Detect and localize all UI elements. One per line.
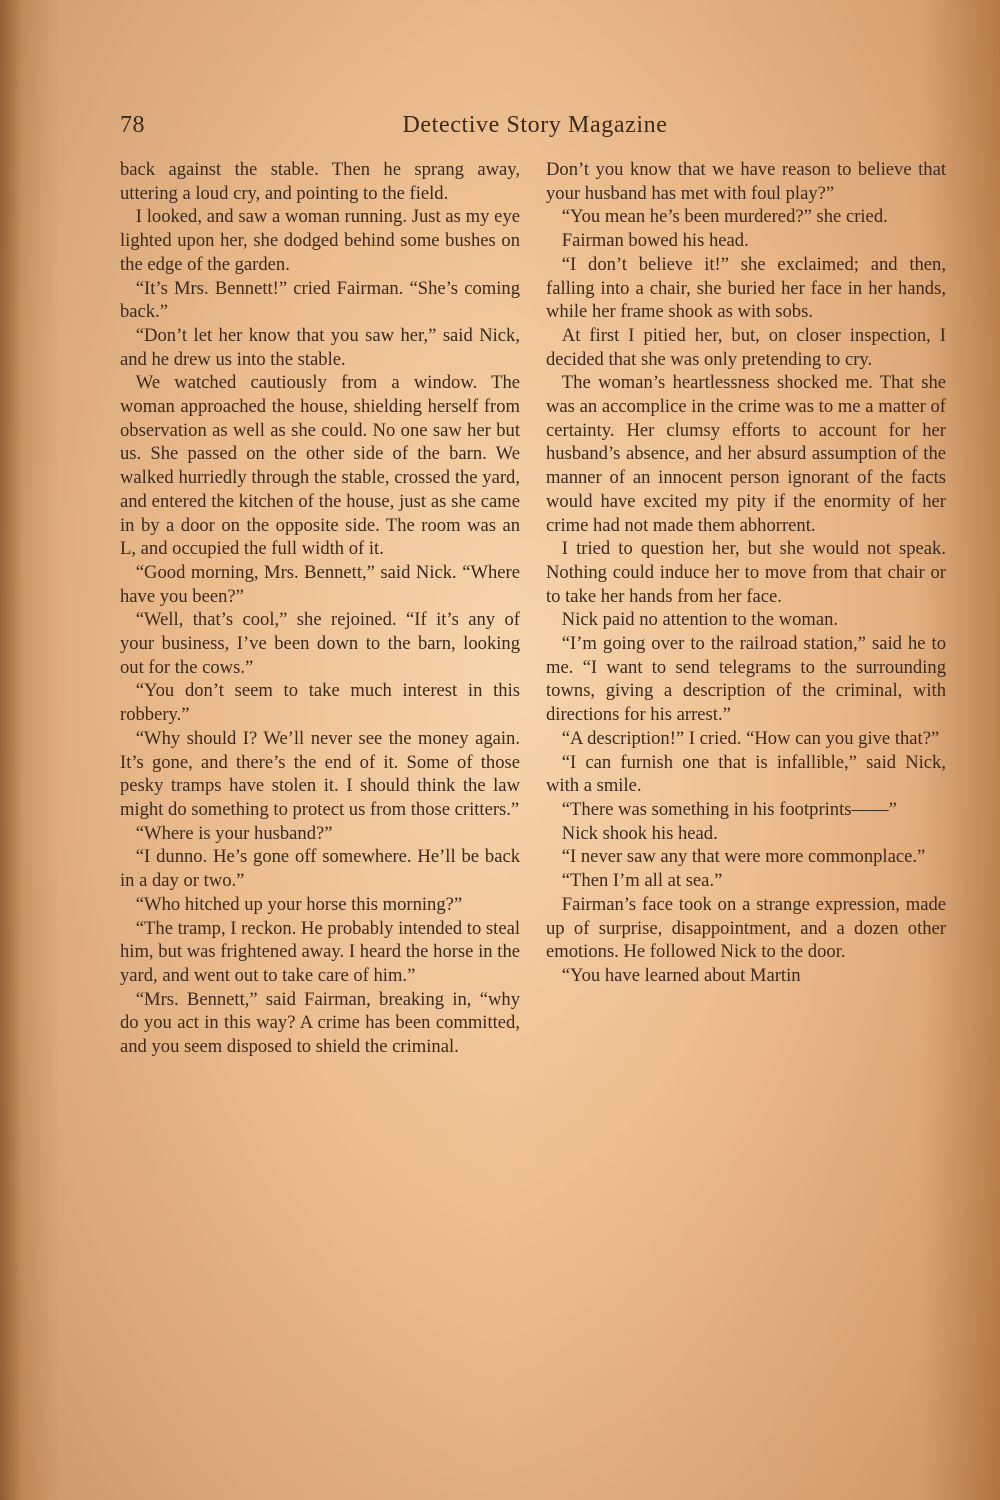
left-text-column	[120, 158, 520, 1059]
paragraph: “The tramp, I reckon. He probably intended to steal him, but was frightened away. I heard the horse in the yard, and went out to take care of him.”	[120, 917, 520, 986]
paragraph: “Good morning, Mrs. Bennett,” said Nick. “Where have you been?”	[120, 561, 520, 607]
paragraph: “You mean he’s been murdered?” she cried.	[561, 206, 888, 228]
paragraph: “Then I’m all at sea.”	[561, 870, 723, 892]
page-number: 78	[120, 112, 145, 138]
paragraph: “Well, that’s cool,” she rejoined. “If it’s any of your business, I’ve been down to the barn, looking out for the cows.”	[120, 609, 520, 678]
paragraph: “Why should I? We’ll never see the money again. It’s gone, and there’s the end of it. Some of those pesky tramps have stolen it. I should think the law might do something to protect us from those critters.”	[120, 727, 520, 820]
paragraph: “Mrs. Bennett,” said Fairman, breaking in, “why do you act in this way? A crime has been committed, and you seem disposed to shield the criminal.	[120, 988, 520, 1058]
paragraph: “I never saw any that were more commonplace.”	[561, 846, 926, 868]
right-text-column	[546, 158, 946, 988]
paragraph: “I can furnish one that is infallible,” said Nick, with a smile.	[546, 751, 946, 797]
paragraph: “I’m going over to the railroad station,” said he to me. “I want to send telegrams to the surrounding towns, giving a description of the criminal, with directions for his arrest.”	[546, 633, 946, 726]
paragraph: We watched cautiously from a window. The woman approached the house, shielding herself from observation as well as she could. No one saw her but us. She passed on the other side of the barn. We walked hurriedly through the stable, crossed the yard, and entered the kitchen of the house, just as she came in by a door on the opposite side. The room was an L, and occupied the full width of it.	[120, 372, 520, 560]
page-header	[120, 112, 950, 144]
paragraph: Fairman bowed his head.	[561, 230, 749, 252]
paragraph: I looked, and saw a woman running. Just as my eye lighted upon her, she dodged behind some bushes on the edge of the garden.	[120, 206, 520, 275]
paragraph: I tried to question her, but she would not speak. Nothing could induce her to move from that chair or to take her hands from her face.	[546, 538, 946, 607]
paragraph: Fairman’s face took on a strange expression, made up of surprise, disappointment, and a dozen other emotions. He followed Nick to the door.	[546, 893, 946, 963]
paragraph: “Don’t let her know that you saw her,” said Nick, and he drew us into the stable.	[120, 324, 520, 370]
paragraph: “There was something in his footprints——”	[561, 798, 897, 820]
paragraph: Nick paid no attention to the woman.	[561, 609, 839, 631]
paragraph: “I don’t believe it!” she exclaimed; and then, falling into a chair, she buried her face in her hands, while her frame shook as with sobs.	[546, 253, 946, 323]
running-title: Detective Story Magazine	[402, 112, 668, 138]
paragraph: “It’s Mrs. Bennett!” cried Fairman. “She’s coming back.”	[120, 277, 520, 323]
paragraph: “You have learned about Martin	[561, 964, 801, 986]
paragraph: “Who hitched up your horse this morning?”	[135, 893, 463, 915]
paragraph: “A description!” I cried. “How can you give that?”	[561, 727, 940, 749]
paragraph: The woman’s heartlessness shocked me. That she was an accomplice in the crime was to me a matter of certainty. Her clumsy efforts to account for her husband’s absence, and her absurd assumption of the manner of an innocent person ignorant of the facts would have excited my pity if the enormity of her crime had not made them abhorrent.	[546, 372, 946, 536]
paragraph: At first I pitied her, but, on closer inspection, I decided that she was only pretending to cry.	[546, 324, 946, 370]
paragraph: “You don’t seem to take much interest in this robbery.”	[120, 680, 520, 726]
paragraph: back against the stable. Then he sprang away, uttering a loud cry, and pointing to the field.	[120, 159, 520, 204]
paragraph: “I dunno. He’s gone off somewhere. He’ll be back in a day or two.”	[120, 846, 520, 892]
paragraph: “Where is your husband?”	[135, 822, 333, 844]
paragraph: Don’t you know that we have reason to believe that your husband has met with foul play?”	[546, 159, 946, 204]
paragraph: Nick shook his head.	[561, 822, 718, 844]
